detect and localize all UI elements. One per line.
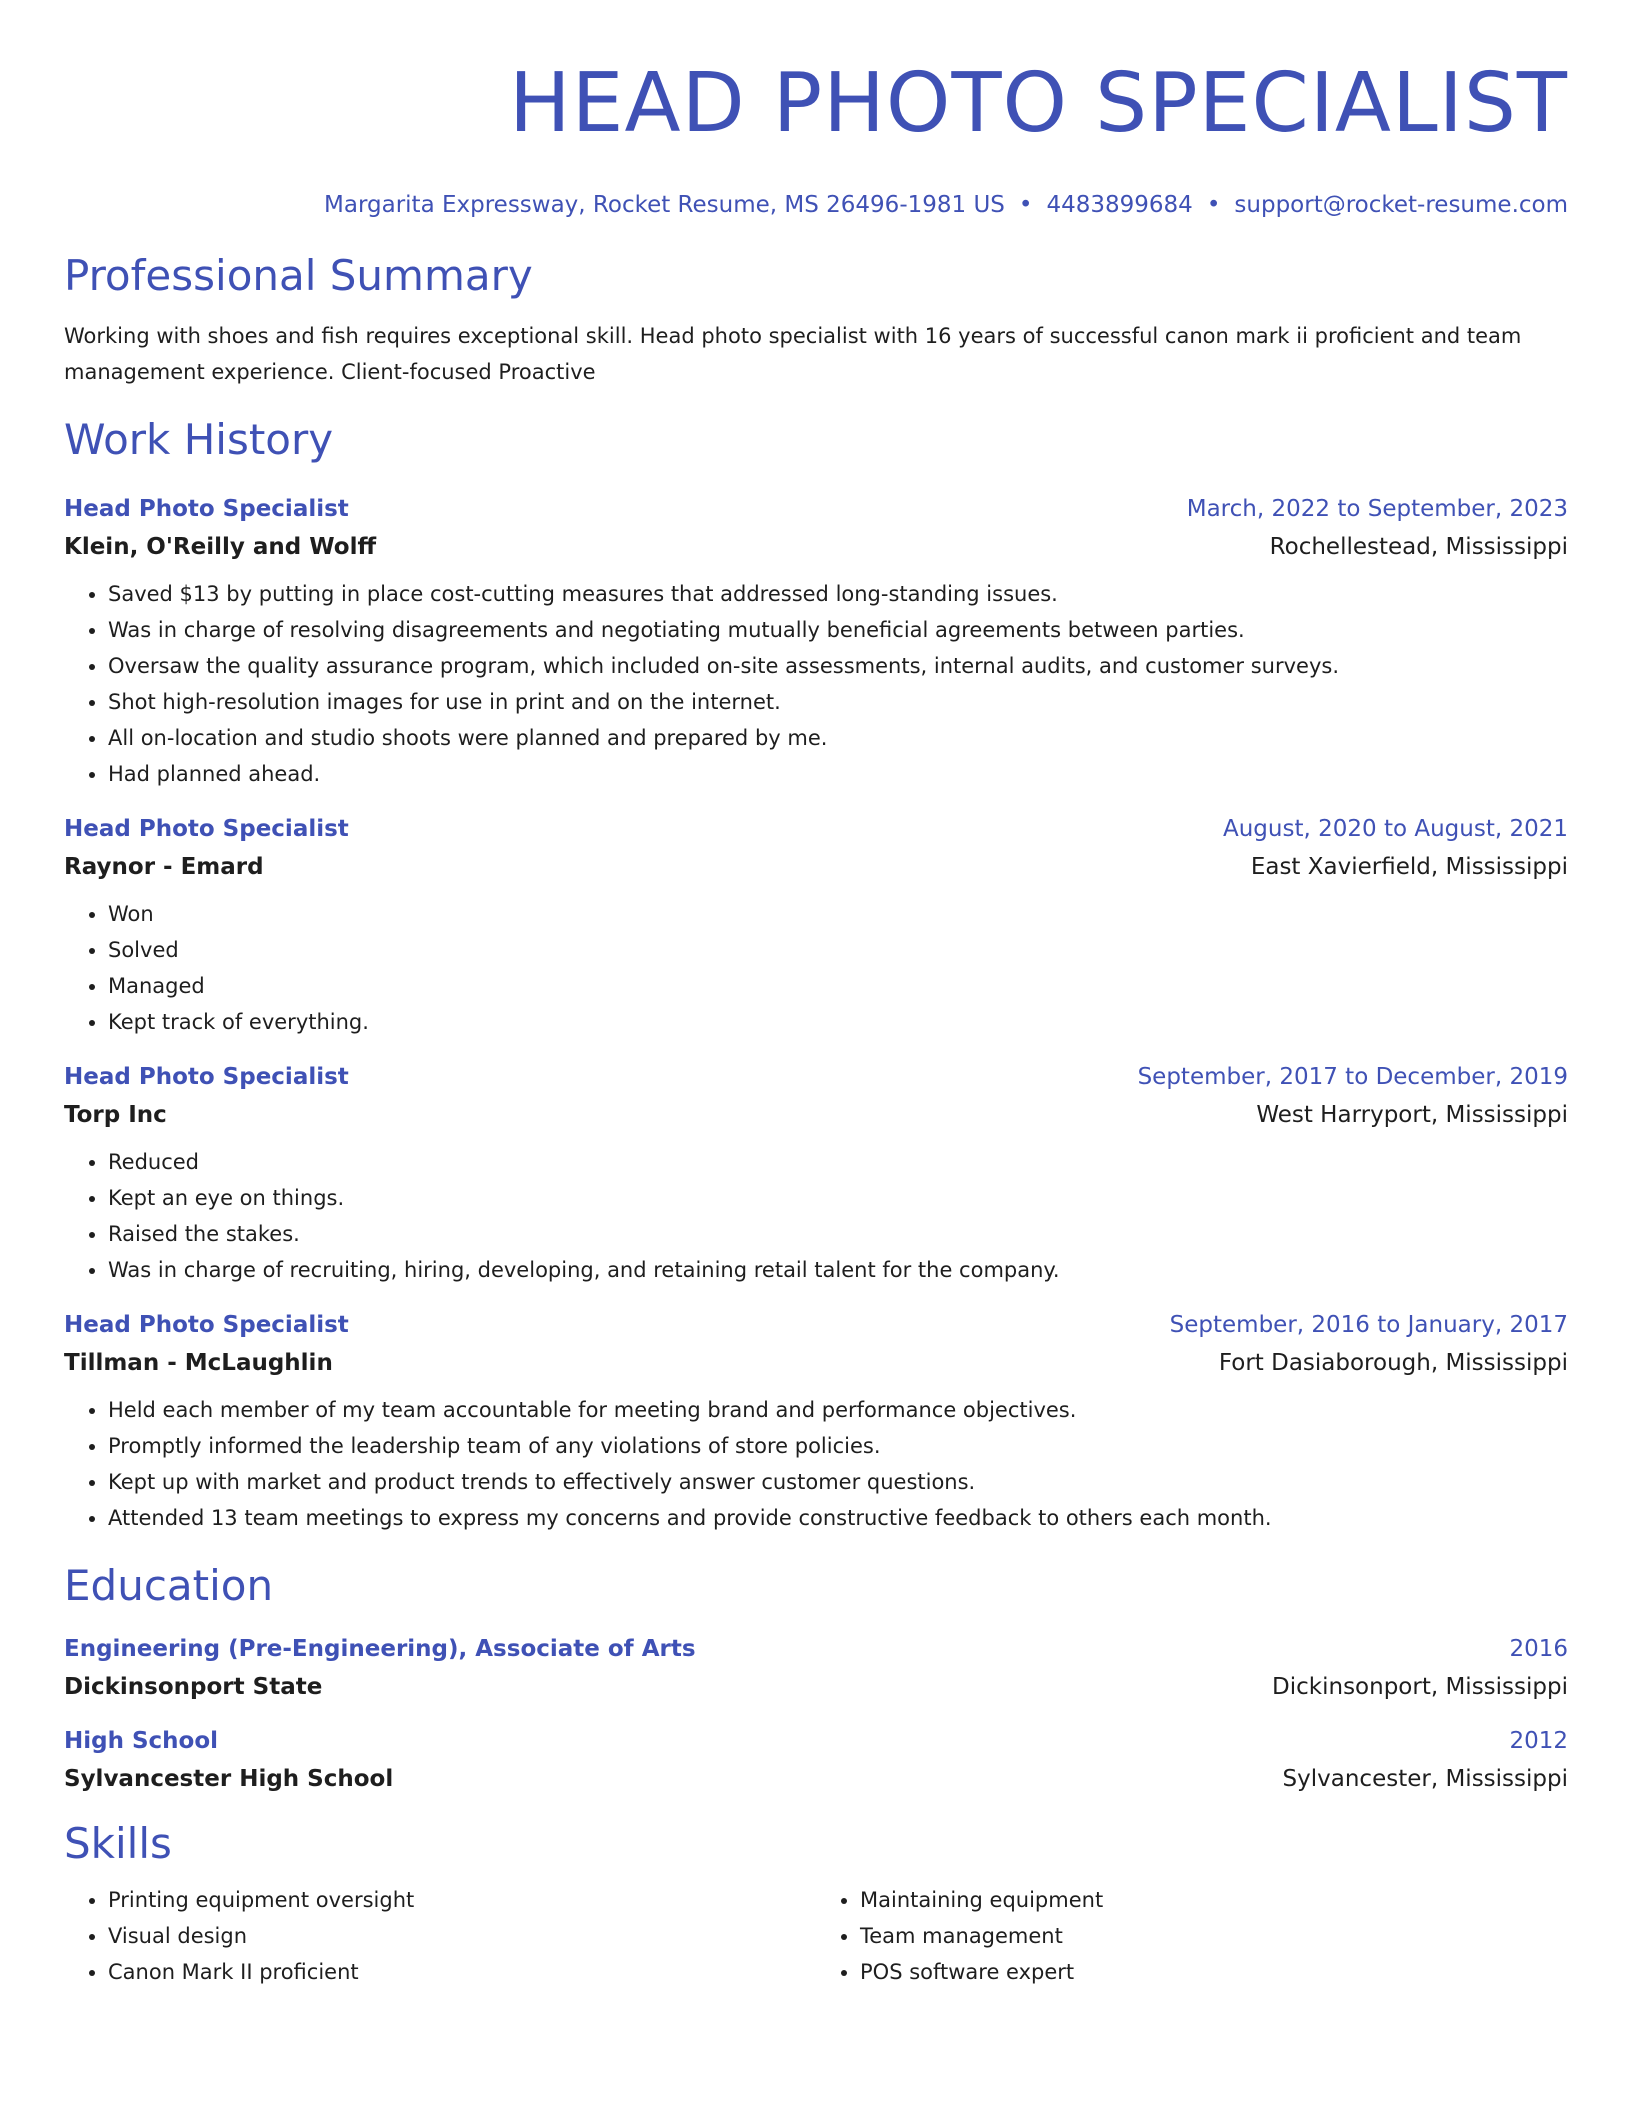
education-location: Dickinsonport, Mississippi: [1272, 1674, 1568, 1700]
job-bullet: • Kept an eye on things.: [108, 1180, 1568, 1216]
job-bullet: • Oversaw the quality assurance program, which included on-site assessments, internal audits, and customer surveys.: [108, 648, 1568, 684]
contact-separator: •: [1018, 192, 1033, 218]
resume-page: [64, 0, 1568, 1990]
job-title: Head Photo Specialist: [64, 496, 349, 522]
education-school: Sylvancester High School: [64, 1766, 394, 1792]
job-entry: [64, 494, 1568, 792]
skills-heading: Skills: [64, 1819, 172, 1868]
job-bullets: [64, 576, 1568, 792]
job-location: Fort Dasiaborough, Mississippi: [1218, 1350, 1568, 1376]
education-heading: Education: [64, 1561, 274, 1610]
job-bullet: • Promptly informed the leadership team of any violations of store policies.: [108, 1428, 1568, 1464]
job-dates: August, 2020 to August, 2021: [1223, 816, 1568, 842]
job-title: Head Photo Specialist: [64, 816, 349, 842]
education-school: Dickinsonport State: [64, 1674, 323, 1700]
job-bullets: [64, 896, 1568, 1040]
job-bullet: • Was in charge of resolving disagreements and negotiating mutually beneficial agreements between parties.: [108, 612, 1568, 648]
job-dates: September, 2017 to December, 2019: [1137, 1064, 1568, 1090]
job-bullet: • Kept track of everything.: [108, 1004, 1568, 1040]
job-location: East Xavierfield, Mississippi: [1250, 854, 1568, 880]
contact-phone: 4483899684: [1046, 192, 1193, 218]
job-bullet: • Raised the stakes.: [108, 1216, 1568, 1252]
job-bullet: • Solved: [108, 932, 1568, 968]
job-location: Rochellestead, Mississippi: [1269, 534, 1568, 560]
education-degree: Engineering (Pre-Engineering), Associate of Arts: [64, 1636, 696, 1662]
skill-item: • Visual design: [108, 1918, 816, 1954]
job-bullet: • Had planned ahead.: [108, 756, 1568, 792]
contact-separator: •: [1206, 192, 1221, 218]
job-bullet: • Saved $13 by putting in place cost-cutting measures that addressed long-standing issues.: [108, 576, 1568, 612]
skill-item: • Team management: [860, 1918, 1568, 1954]
job-entry: [64, 1310, 1568, 1536]
job-bullet: • Managed: [108, 968, 1568, 1004]
job-bullet: • Kept up with market and product trends to effectively answer customer questions.: [108, 1464, 1568, 1500]
job-title: Head Photo Specialist: [64, 1312, 349, 1338]
job-bullets: [64, 1392, 1568, 1536]
job-dates: March, 2022 to September, 2023: [1186, 496, 1568, 522]
summary-heading: Professional Summary: [64, 251, 533, 300]
job-bullet: • All on-location and studio shoots were planned and prepared by me.: [108, 720, 1568, 756]
job-company: Tillman - McLaughlin: [64, 1350, 333, 1376]
job-dates: September, 2016 to January, 2017: [1169, 1312, 1568, 1338]
skills-column-right: [816, 1882, 1568, 1990]
education-entry: [64, 1634, 1568, 1702]
contact-line: [64, 190, 1568, 220]
job-bullet: • Held each member of my team accountable for meeting brand and performance objectives.: [108, 1392, 1568, 1428]
skills-grid: [64, 1882, 1568, 1990]
job-company: Klein, O'Reilly and Wolff: [64, 534, 377, 560]
skill-item: • Canon Mark II proficient: [108, 1954, 816, 1990]
skills-column-left: [64, 1882, 816, 1990]
job-company: Raynor - Emard: [64, 854, 264, 880]
education-year: 2012: [1509, 1728, 1568, 1754]
work-history-heading: Work History: [64, 415, 334, 464]
skill-item: • POS software expert: [860, 1954, 1568, 1990]
job-bullet: • Shot high-resolution images for use in print and on the internet.: [108, 684, 1568, 720]
job-bullet: • Was in charge of recruiting, hiring, developing, and retaining retail talent for the company.: [108, 1252, 1568, 1288]
summary-text: Working with shoes and fish requires exceptional skill. Head photo specialist with 16 years of successful canon mark ii proficient and team management experience. Client-focused Proactive: [64, 324, 1522, 384]
job-bullet: • Won: [108, 896, 1568, 932]
skill-item: • Printing equipment oversight: [108, 1882, 816, 1918]
job-bullets: [64, 1144, 1568, 1288]
education-year: 2016: [1509, 1636, 1568, 1662]
contact-address: Margarita Expressway, Rocket Resume, MS 26496-1981 US: [324, 192, 1005, 218]
job-bullet: • Attended 13 team meetings to express my concerns and provide constructive feedback to others each month.: [108, 1500, 1568, 1536]
education-location: Sylvancester, Mississippi: [1282, 1766, 1568, 1792]
job-title: Head Photo Specialist: [64, 1064, 349, 1090]
education-entry: [64, 1726, 1568, 1794]
contact-email[interactable]: support@rocket-resume.com: [1234, 192, 1568, 218]
job-company: Torp Inc: [64, 1102, 167, 1128]
job-bullet: • Reduced: [108, 1144, 1568, 1180]
education-degree: High School: [64, 1728, 219, 1754]
job-entry: [64, 814, 1568, 1040]
job-entry: [64, 1062, 1568, 1288]
skill-item: • Maintaining equipment: [860, 1882, 1568, 1918]
job-location: West Harryport, Mississippi: [1256, 1102, 1568, 1128]
resume-title: HEAD PHOTO SPECIALIST: [509, 56, 1568, 151]
